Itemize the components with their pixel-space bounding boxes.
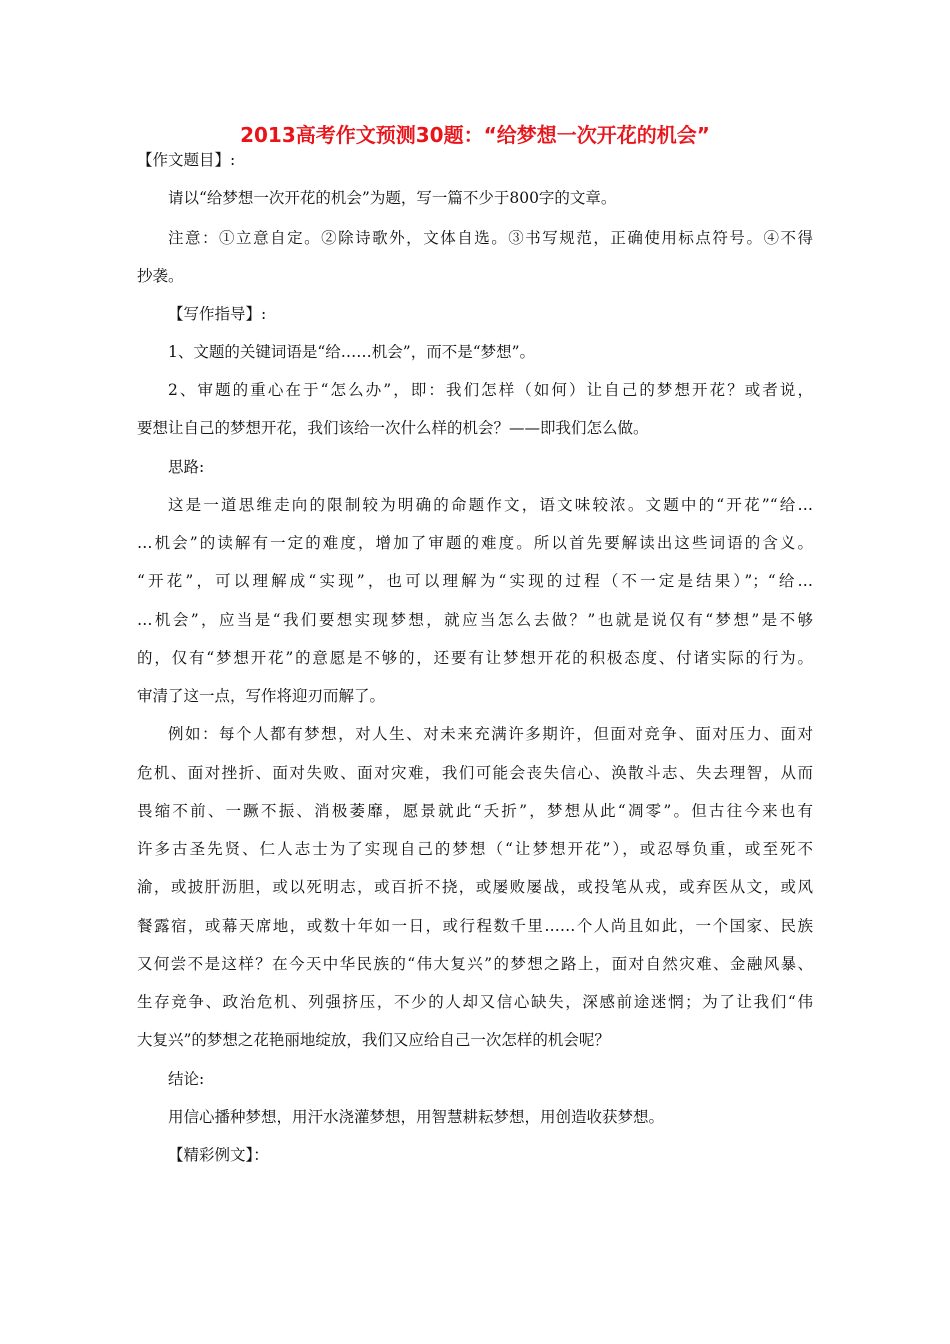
example-paragraph-line: 畏缩不前、一蹶不振、消极萎靡，愿景就此“夭折”，梦想从此“凋零”。但古往今来也有 (137, 802, 813, 820)
guidance-point-2-cont: 要想让自己的梦想开花，我们该给一次什么样的机会？——即我们怎么做。 (137, 419, 649, 437)
approach-paragraph-line: …机会”，应当是“我们要想实现梦想，就应当怎么去做？”也就是说仅有“梦想”是不够 (137, 611, 813, 629)
section-heading-sample-essay: 【精彩例文】： (168, 1146, 269, 1164)
section-heading-topic: 【作文题目】: (137, 151, 236, 169)
approach-paragraph-line: 的，仅有“梦想开花”的意愿是不够的，还要有让梦想开花的积极态度、付诸实际的行为。 (137, 649, 813, 667)
section-heading-conclusion: 结论: (168, 1070, 205, 1088)
topic-notes: 注意：①立意自定。②除诗歌外，文体自选。③书写规范，正确使用标点符号。④不得 (168, 229, 813, 247)
approach-paragraph-line: …机会”的读解有一定的难度，增加了审题的难度。所以首先要解读出这些词语的含义。 (137, 534, 813, 552)
topic-prompt: 请以“给梦想一次开花的机会”为题，写一篇不少于800字的文章。 (168, 189, 617, 207)
approach-paragraph-line: “开花”，可以理解成“实现”，也可以理解为“实现的过程（不一定是结果）”；“给… (137, 572, 813, 590)
section-heading-guidance: 【写作指导】: (168, 305, 267, 323)
approach-paragraph-line: 审清了这一点，写作将迎刃而解了。 (137, 687, 386, 705)
example-paragraph-line: 生存竞争、政治危机、列强挤压，不少的人却又信心缺失，深感前途迷惘；为了让我们“伟 (137, 993, 813, 1011)
guidance-point-2: 2、审题的重心在于“怎么办”，即：我们怎样（如何）让自己的梦想开花？或者说， (168, 381, 813, 399)
example-paragraph-line: 大复兴”的梦想之花艳丽地绽放，我们又应给自己一次怎样的机会呢？ (137, 1031, 610, 1049)
section-heading-approach: 思路: (168, 458, 205, 476)
approach-paragraph: 这是一道思维走向的限制较为明确的命题作文，语文味较浓。文题中的“开花”“给… (168, 496, 813, 514)
example-paragraph: 例如：每个人都有梦想，对人生、对未来充满许多期许，但面对竞争、面对压力、面对 (168, 725, 813, 743)
example-paragraph-line: 渝，或披肝沥胆，或以死明志，或百折不挠，或屡败屡战，或投笔从戎，或弃医从文，或风 (137, 878, 813, 896)
document-title: 2013高考作文预测30题：“给梦想一次开花的机会” (240, 123, 710, 147)
guidance-point-1: 1、文题的关键词语是“给……机会”，而不是“梦想”。 (168, 343, 536, 361)
example-paragraph-line: 许多古圣先贤、仁人志士为了实现自己的梦想（“让梦想开花”），或忍辱负重，或至死不 (137, 840, 813, 858)
example-paragraph-line: 危机、面对挫折、面对失败、面对灾难，我们可能会丧失信心、涣散斗志、失去理智，从而 (137, 764, 813, 782)
example-paragraph-line: 又何尝不是这样？在今天中华民族的“伟大复兴”的梦想之路上，面对自然灾难、金融风暴、 (137, 955, 813, 973)
topic-notes-cont: 抄袭。 (137, 267, 184, 285)
example-paragraph-line: 餐露宿，或幕天席地，或数十年如一日，或行程数千里……个人尚且如此，一个国家、民族 (137, 917, 813, 935)
conclusion-text: 用信心播种梦想，用汗水浇灌梦想，用智慧耕耘梦想，用创造收获梦想。 (168, 1108, 665, 1126)
